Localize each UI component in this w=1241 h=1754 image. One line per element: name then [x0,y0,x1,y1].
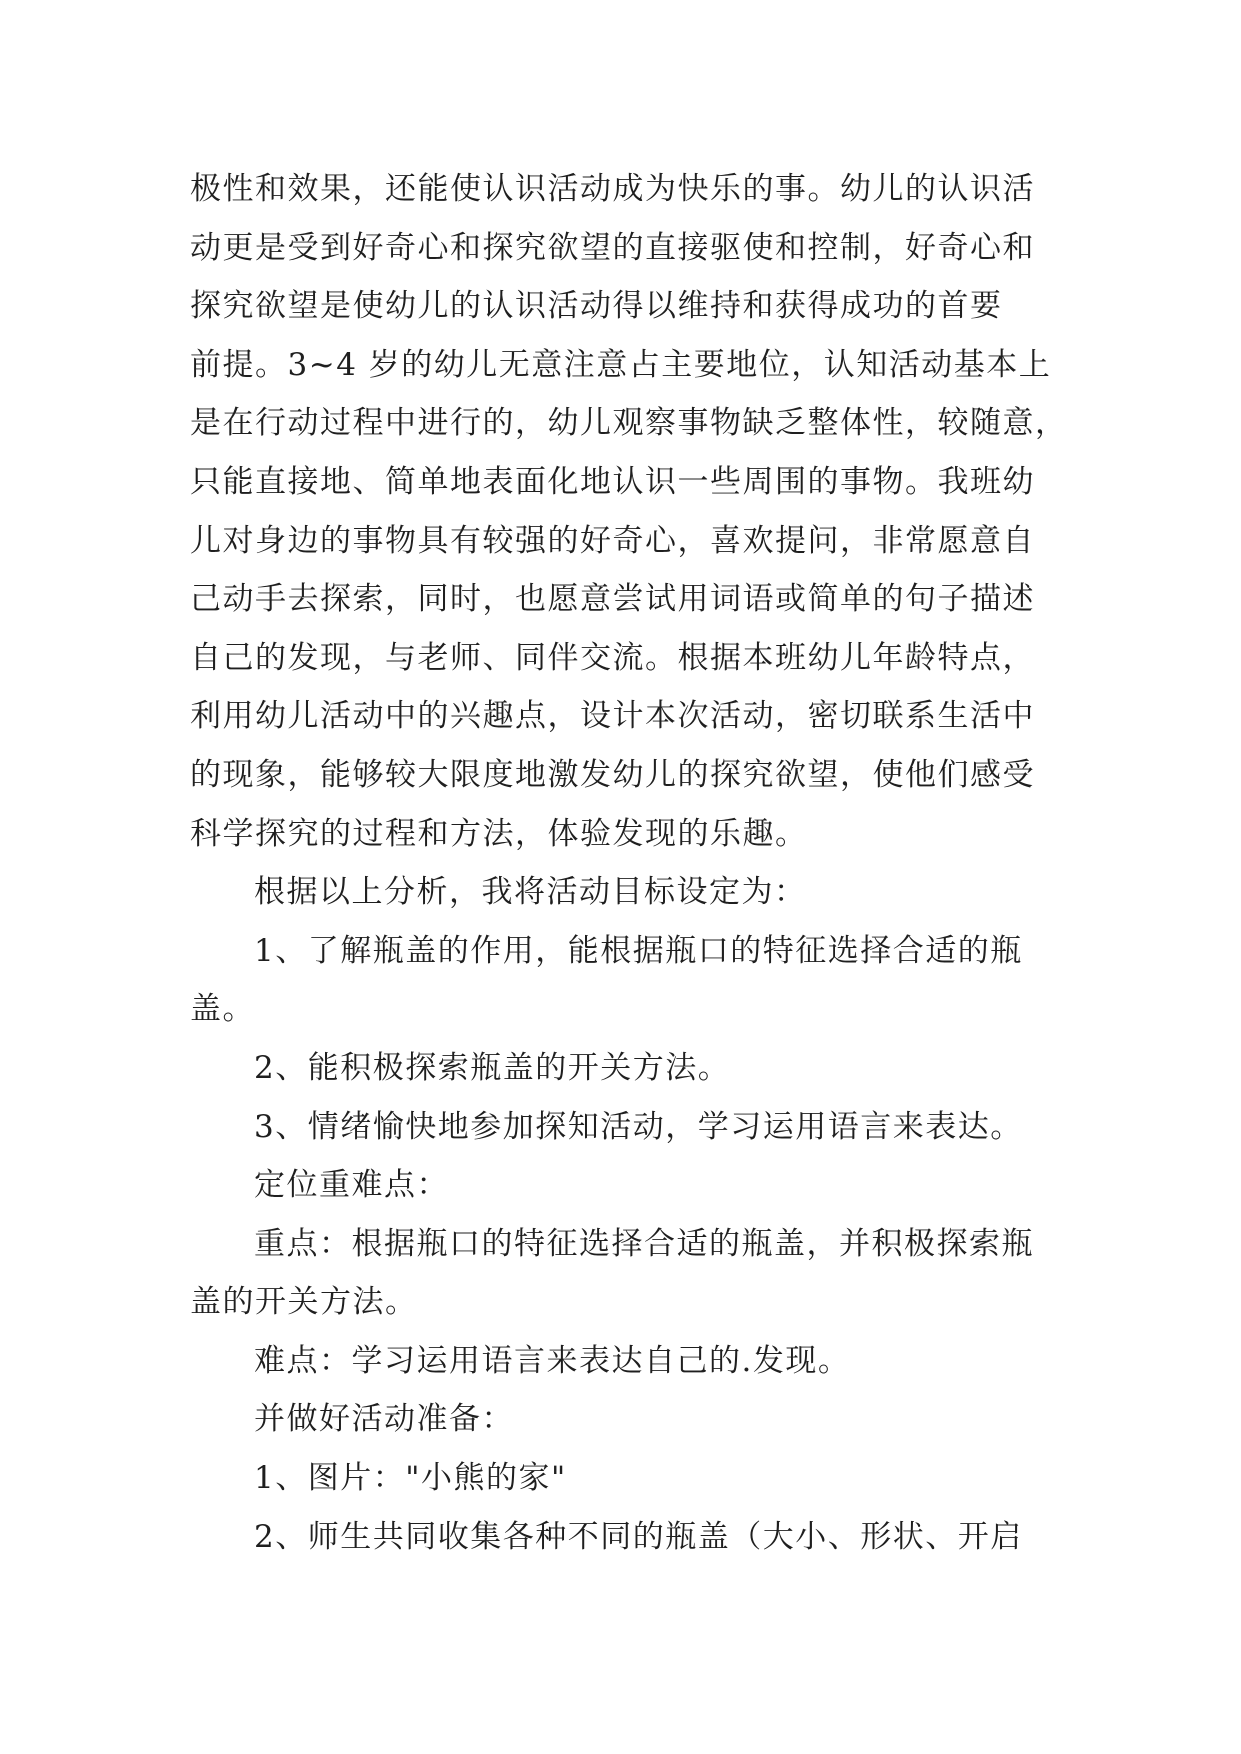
text-line: 探究欲望是使幼儿的认识活动得以维持和获得成功的首要 [190,288,1003,325]
text-line: 只能直接地、简单地表面化地认识一些周围的事物。我班幼 [190,463,1035,500]
text-line: 极性和效果，还能使认识活动成为快乐的事。幼儿的认识活 [190,171,1035,207]
text-line: 儿对身边的事物具有较强的好奇心，喜欢提问，非常愿意自 [190,522,1035,559]
text-line: 利用幼儿活动中的兴趣点，设计本次活动，密切联系生活中 [190,698,1035,735]
text-line: 的现象，能够较大限度地激发幼儿的探究欲望，使他们感受 [190,756,1035,793]
text-line: 重点：根据瓶口的特征选择合适的瓶盖，并积极探索瓶 [254,1225,1034,1262]
text-line: 1、了解瓶盖的作用，能根据瓶口的特征选择合适的瓶 [254,932,1023,969]
text-line: 盖的开关方法。 [190,1284,418,1321]
text-line: 2、师生共同收集各种不同的瓶盖（大小、形状、开启 [254,1518,1023,1555]
text-line: 定位重难点： [254,1167,449,1204]
text-line: 盖。 [190,991,255,1028]
text-line: 1、图片："小熊的家" [254,1460,567,1497]
text-line: 科学探究的过程和方法，体验发现的乐趣。 [190,815,808,852]
text-line: 并做好活动准备： [254,1401,514,1438]
text-line: 根据以上分析，我将活动目标设定为： [254,874,807,911]
text-line: 2、能积极探索瓶盖的开关方法。 [254,1049,731,1086]
text-line: 动更是受到好奇心和探究欲望的直接驱使和控制，好奇心和 [190,229,1035,266]
text-line: 前提。3~4 岁的幼儿无意注意占主要地位，认知活动基本上 [190,346,1052,383]
text-line: 难点：学习运用语言来表达自己的.发现。 [254,1342,851,1379]
text-line: 己动手去探索，同时，也愿意尝试用词语或简单的句子描述 [190,581,1035,618]
body-text [190,160,1070,1566]
text-line: 3、情绪愉快地参加探知活动，学习运用语言来表达。 [254,1108,1023,1145]
text-line: 是在行动过程中进行的，幼儿观察事物缺乏整体性，较随意， [190,405,1068,442]
text-line: 自己的发现，与老师、同伴交流。根据本班幼儿年龄特点， [190,639,1035,676]
